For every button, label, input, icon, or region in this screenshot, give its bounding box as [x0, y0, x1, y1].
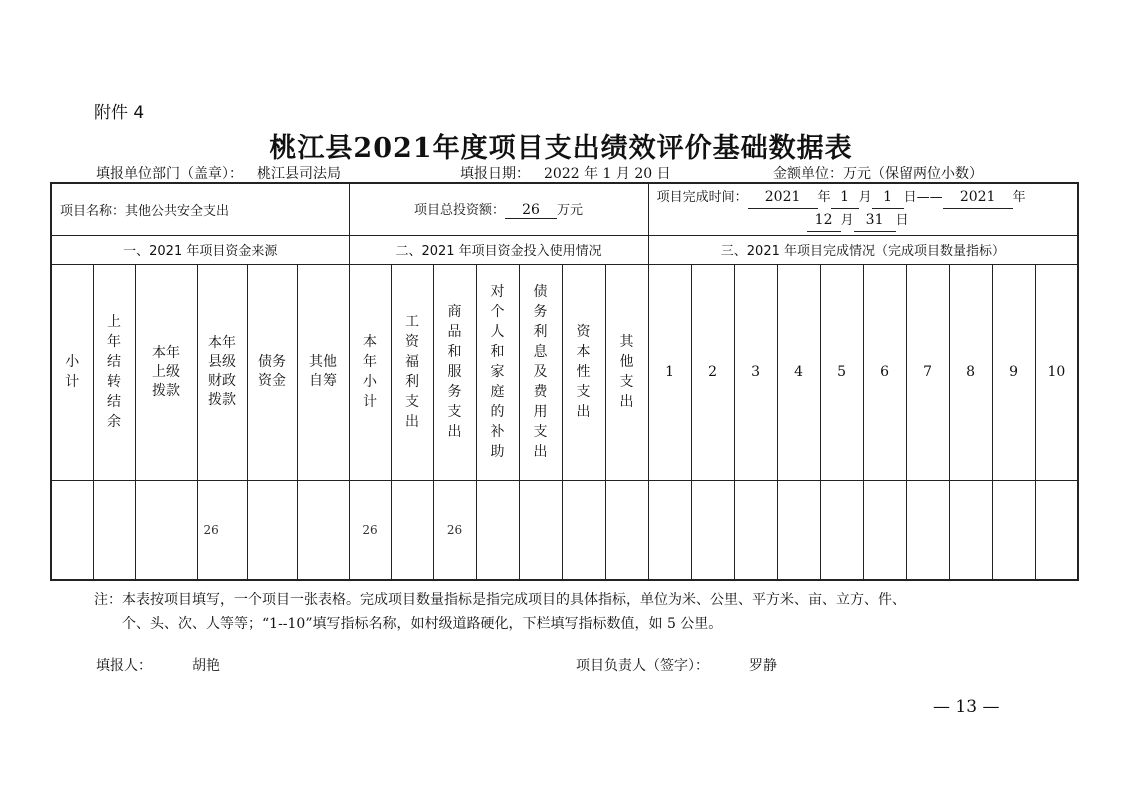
indicator-header: 8 [949, 264, 992, 480]
data-table [50, 182, 1079, 581]
header-carryover: 上年结转结余 [93, 264, 135, 480]
indicator-header: 2 [691, 264, 734, 480]
day-char: 日 [895, 213, 909, 229]
header-other-expense: 其他支出 [605, 264, 648, 480]
reporting-unit-label: 填报单位部门（盖章）： [96, 166, 243, 182]
total-investment-unit: 万元 [557, 203, 584, 219]
indicator-value [1035, 480, 1078, 580]
date-range-dash: 日—— [903, 190, 943, 206]
leader-label: 项目负责人（签字）： [576, 658, 709, 674]
indicator-header: 1 [648, 264, 691, 480]
value-carryover [93, 480, 135, 580]
value-year-subtotal: 26 [349, 480, 391, 580]
indicator-value [734, 480, 777, 580]
reporting-date-value: 2022 年 1 月 20 日 [544, 166, 671, 182]
start-year: 2021 [748, 186, 818, 209]
leader-signature [576, 655, 777, 675]
page-number: — 13 — [933, 697, 1000, 717]
filler-label: 填报人： [96, 658, 152, 674]
year-char: 年 [817, 190, 831, 206]
header-debt-interest: 债务利息及费用支出 [519, 264, 562, 480]
indicator-value [820, 480, 863, 580]
header-upper-allocation: 本年上级拨款 [135, 264, 197, 480]
indicator-value [949, 480, 992, 580]
indicator-value [777, 480, 820, 580]
value-upper-allocation [135, 480, 197, 580]
end-month: 12 [807, 209, 841, 232]
value-wages [391, 480, 433, 580]
section-completion: 三、2021 年项目完成情况（完成项目数量指标） [648, 235, 1078, 264]
footnote-line-1: 注：本表按项目填写，一个项目一张表格。完成项目数量指标是指完成项目的具体指标，单位为米、公里、平方米、亩、立方、件、 [94, 592, 906, 608]
value-self-raised [297, 480, 349, 580]
project-name-cell [51, 183, 349, 235]
header-county-allocation: 本年县级财政拨款 [197, 264, 247, 480]
header-debt-funds: 债务资金 [247, 264, 297, 480]
total-investment-cell [349, 183, 648, 235]
page-title: 桃江县2021年度项目支出绩效评价基础数据表 [269, 133, 853, 164]
filler-signature [96, 655, 220, 675]
project-name: 项目名称：其他公共安全支出 [60, 203, 230, 219]
indicator-header: 7 [906, 264, 949, 480]
value-debt-funds [247, 480, 297, 580]
indicator-value [691, 480, 734, 580]
reporting-date [460, 163, 671, 183]
value-subtotal [51, 480, 93, 580]
header-capital: 资本性支出 [562, 264, 605, 480]
completion-time-label: 项目完成时间： [656, 190, 748, 206]
indicator-header: 4 [777, 264, 820, 480]
indicator-header: 6 [863, 264, 906, 480]
header-self-raised: 其他自筹 [297, 264, 349, 480]
attachment-label: 附件 4 [94, 103, 145, 123]
indicator-header: 3 [734, 264, 777, 480]
header-year-subtotal: 本年小计 [349, 264, 391, 480]
value-subsidies [476, 480, 519, 580]
start-day: 1 [872, 186, 904, 209]
month-char: 月 [858, 190, 872, 206]
header-subsidies: 对个人和家庭的补助 [476, 264, 519, 480]
indicator-value [992, 480, 1035, 580]
indicator-header: 10 [1035, 264, 1078, 480]
footnote-line-2: 个、头、次、人等等；“1--10”填写指标名称，如村级道路硬化，下栏填写指标数值，如 5 公里。 [122, 616, 723, 632]
header-goods-services: 商品和服务支出 [433, 264, 476, 480]
reporting-unit-value: 桃江县司法局 [257, 166, 341, 182]
indicator-header: 9 [992, 264, 1035, 480]
section-funding-use: 二、2021 年项目资金投入使用情况 [349, 235, 648, 264]
year-char: 年 [1012, 190, 1026, 206]
reporting-unit [96, 163, 341, 183]
header-wages: 工资福利支出 [391, 264, 433, 480]
value-county-allocation: 26 [197, 480, 247, 580]
total-investment-label: 项目总投资额： [414, 203, 506, 219]
indicator-value [906, 480, 949, 580]
value-debt-interest [519, 480, 562, 580]
amount-unit: 金额单位：万元（保留两位小数） [773, 166, 983, 182]
leader-name: 罗静 [749, 658, 777, 674]
start-month: 1 [831, 186, 859, 209]
value-capital [562, 480, 605, 580]
end-year: 2021 [943, 186, 1013, 209]
indicator-header: 5 [820, 264, 863, 480]
month-char: 月 [840, 213, 854, 229]
completion-time-cell [648, 183, 1078, 235]
section-funding-source: 一、2021 年项目资金来源 [51, 235, 349, 264]
value-other-expense [605, 480, 648, 580]
footnote [94, 588, 1054, 636]
indicator-value [648, 480, 691, 580]
indicator-value [863, 480, 906, 580]
reporting-date-label: 填报日期： [460, 166, 530, 182]
filler-name: 胡艳 [192, 658, 220, 674]
end-day: 31 [854, 209, 896, 232]
value-goods-services: 26 [433, 480, 476, 580]
total-investment-value: 26 [505, 202, 557, 219]
header-subtotal: 小计 [51, 264, 93, 480]
